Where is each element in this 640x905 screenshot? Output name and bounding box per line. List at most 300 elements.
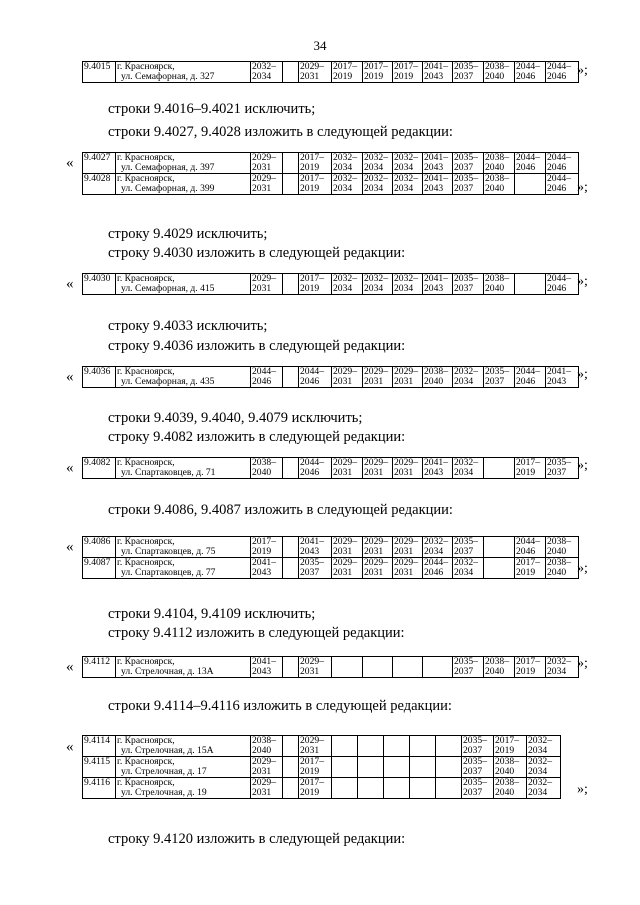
period-start: 2041– [424,273,448,284]
period-cell [410,778,436,799]
period-start: 2038– [485,152,509,163]
period-start: 2029– [394,557,418,568]
address-street: ул. Стрелочная, д. 13А [121,666,214,677]
period-start: 2032– [333,173,357,184]
period-start: 2032– [364,273,388,284]
period-end: 2031 [333,467,353,478]
period-cell [363,367,393,388]
open-quote: « [66,369,74,385]
open-quote: « [66,155,74,171]
period-cell [393,657,423,678]
period-cell [299,757,332,778]
period-end: 2019 [394,71,414,82]
open-quote: « [66,539,74,555]
open-quote: « [66,659,74,675]
period-cell [332,458,363,479]
address-city: г. Красноярск, [117,457,175,468]
period-cell [393,62,423,83]
period-cell [299,458,332,479]
period-end: 2040 [252,745,272,756]
period-cell [515,537,546,558]
period-end: 2037 [454,666,474,677]
address-street: ул. Семафорная, д. 327 [121,71,215,82]
period-cell [393,367,423,388]
period-cell [546,174,579,195]
period-end: 2043 [252,567,272,578]
period-start: 2032– [547,656,571,667]
period-end: 2037 [454,183,474,194]
period-start: 2029– [394,366,418,377]
close-quote: »; [577,656,588,671]
table-row [83,537,579,558]
period-cell [299,736,332,757]
period-start: 2038– [495,777,519,788]
address-street: ул. Стрелочная, д. 15А [121,745,214,756]
period-end: 2040 [547,546,567,557]
table-row [83,778,561,799]
period-start: 2029– [333,366,357,377]
close-quote: »; [577,274,588,289]
address-city: г. Красноярск, [117,557,175,568]
period-cell [484,657,515,678]
period-end: 2031 [252,162,272,173]
period-start: 2032– [364,152,388,163]
period-start: 2044– [516,536,540,547]
address-city: г. Красноярск, [117,366,175,377]
period-cell [251,657,283,678]
period-cell [251,558,283,579]
address-city: г. Красноярск, [117,152,175,163]
row-number: 9.4015 [83,62,116,83]
period-cell [251,757,283,778]
period-end: 2034 [394,283,414,294]
instruction-13: строку 9.4120 изложить в следующей редакции: [108,831,406,847]
period-cell [515,274,546,295]
period-cell [453,657,484,678]
period-cell [484,153,515,174]
period-cell [423,153,453,174]
address-street: ул. Спартаковцев, д. 77 [121,567,216,578]
period-end: 2046 [300,467,320,478]
period-end: 2043 [252,666,272,677]
period-start: 2032– [333,152,357,163]
period-start: 2038– [485,61,509,72]
period-start: 2029– [364,366,388,377]
period-end: 2040 [252,467,272,478]
period-end: 2040 [485,162,505,173]
period-start: 2035– [463,756,487,767]
period-cell [283,537,299,558]
period-start: 2017– [300,173,324,184]
period-cell [462,778,494,799]
period-cell [515,367,546,388]
instruction-10: строки 9.4104, 9.4109 исключить; [108,606,316,622]
period-end: 2031 [394,567,414,578]
instruction-7: строки 9.4039, 9.4040, 9.4079 исключить; [108,410,363,426]
period-end: 2034 [424,546,444,557]
period-end: 2019 [333,71,353,82]
period-cell [363,458,393,479]
address-cell [116,778,251,799]
period-cell [423,62,453,83]
period-start: 2038– [485,173,509,184]
period-start: 2029– [333,457,357,468]
period-end: 2046 [300,376,320,387]
period-start: 2029– [333,536,357,547]
period-end: 2046 [252,376,272,387]
period-start: 2032– [394,273,418,284]
period-end: 2019 [364,71,384,82]
period-cell [299,778,332,799]
period-cell [453,174,484,195]
period-start: 2017– [516,656,540,667]
period-cell [251,736,283,757]
period-end: 2040 [485,666,505,677]
instruction-12: строки 9.4114–9.4116 изложить в следующей редакции: [108,698,452,714]
period-cell [332,736,358,757]
period-end: 2040 [495,787,515,798]
period-end: 2019 [495,745,515,756]
period-end: 2031 [300,666,320,677]
period-cell [393,174,423,195]
period-cell [283,153,299,174]
amendment-table [82,152,579,195]
address-street: ул. Семафорная, д. 415 [121,283,215,294]
address-street: ул. Семафорная, д. 397 [121,162,215,173]
period-cell [299,558,332,579]
row-number: 9.4086 [83,537,116,558]
period-cell [546,62,579,83]
address-city: г. Красноярск, [117,61,175,72]
period-end: 2034 [547,666,567,677]
period-cell [358,736,384,757]
amendment-table [82,61,579,83]
period-cell [494,757,527,778]
period-start: 2017– [495,735,519,746]
period-cell [515,558,546,579]
period-start: 2038– [485,273,509,284]
period-start: 2038– [547,536,571,547]
period-start: 2032– [528,756,552,767]
period-cell [283,458,299,479]
period-start: 2029– [300,61,324,72]
instruction-6: строку 9.4036 изложить в следующей редакции: [108,338,406,354]
period-start: 2035– [463,777,487,788]
page-number: 34 [313,38,327,53]
period-cell [546,558,579,579]
period-start: 2038– [252,457,276,468]
address-cell [116,537,251,558]
row-number: 9.4082 [83,458,116,479]
period-end: 2019 [516,567,536,578]
period-end: 2043 [424,467,444,478]
period-cell [384,778,410,799]
period-end: 2040 [485,183,505,194]
period-cell [384,736,410,757]
instruction-8: строку 9.4082 изложить в следующей редакции: [108,429,406,445]
amendment-table [82,366,579,388]
period-cell [332,153,363,174]
period-cell [332,757,358,778]
amendment-table [82,656,579,678]
period-end: 2031 [252,787,272,798]
period-cell [332,778,358,799]
period-cell [484,558,515,579]
table-row [83,657,579,678]
address-city: г. Красноярск, [117,735,175,746]
period-end: 2043 [424,162,444,173]
period-cell [484,537,515,558]
period-start: 2041– [547,366,571,377]
period-start: 2035– [463,735,487,746]
period-cell [363,174,393,195]
period-cell [515,153,546,174]
period-cell [251,174,283,195]
row-number: 9.4114 [83,736,116,757]
period-end: 2031 [252,766,272,777]
period-end: 2046 [516,162,536,173]
period-start: 2029– [394,457,418,468]
period-start: 2029– [364,536,388,547]
table-row [83,757,561,778]
address-cell [116,757,251,778]
period-start: 2044– [300,457,324,468]
period-start: 2017– [300,756,324,767]
period-end: 2034 [454,567,474,578]
period-start: 2041– [252,656,276,667]
period-start: 2044– [516,61,540,72]
period-end: 2034 [364,183,384,194]
period-start: 2032– [364,173,388,184]
address-cell [116,736,251,757]
period-cell [462,757,494,778]
period-cell [299,537,332,558]
period-cell [332,537,363,558]
period-end: 2037 [463,766,483,777]
period-cell [484,62,515,83]
period-start: 2035– [454,61,478,72]
period-end: 2046 [547,71,567,82]
address-city: г. Красноярск, [117,756,175,767]
period-end: 2019 [300,183,320,194]
period-start: 2032– [528,777,552,788]
table-row [83,153,579,174]
period-start: 2032– [394,173,418,184]
period-cell [363,62,393,83]
instruction-9: строки 9.4086, 9.4087 изложить в следующей редакции: [108,502,453,518]
instruction-3: строку 9.4029 исключить; [108,226,268,242]
period-start: 2017– [333,61,357,72]
period-cell [283,736,299,757]
close-quote: »; [577,458,588,473]
period-cell [363,657,393,678]
period-start: 2029– [252,777,276,788]
address-cell [116,174,251,195]
table-row [83,736,561,757]
period-start: 2044– [547,61,571,72]
period-cell [546,367,579,388]
period-cell [283,62,299,83]
period-start: 2044– [516,152,540,163]
period-start: 2029– [364,557,388,568]
amendment-table [82,735,561,799]
address-cell [116,274,251,295]
period-end: 2031 [364,376,384,387]
period-start: 2032– [252,61,276,72]
period-cell [462,736,494,757]
period-start: 2032– [454,557,478,568]
period-end: 2040 [424,376,444,387]
period-start: 2038– [252,735,276,746]
period-cell [283,558,299,579]
period-cell [453,537,484,558]
row-number: 9.4028 [83,174,116,195]
period-end: 2046 [516,71,536,82]
period-cell [453,367,484,388]
period-end: 2040 [485,283,505,294]
close-quote: »; [577,180,588,195]
period-cell [363,153,393,174]
close-quote: »; [577,561,588,576]
period-start: 2017– [300,777,324,788]
table-row [83,62,579,83]
period-cell [527,778,561,799]
period-end: 2037 [454,283,474,294]
period-cell [423,367,453,388]
period-cell [299,62,332,83]
period-cell [332,657,363,678]
period-cell [546,458,579,479]
period-start: 2032– [424,536,448,547]
close-quote: »; [577,782,588,797]
period-cell [546,537,579,558]
period-start: 2044– [516,366,540,377]
period-cell [332,62,363,83]
close-quote: »; [577,63,588,78]
period-end: 2034 [454,376,474,387]
period-end: 2019 [516,467,536,478]
period-end: 2034 [394,183,414,194]
period-start: 2032– [394,152,418,163]
period-start: 2029– [300,656,324,667]
period-cell [453,558,484,579]
row-number: 9.4030 [83,274,116,295]
period-end: 2034 [528,766,548,777]
period-start: 2029– [333,557,357,568]
amendment-table [82,273,579,295]
period-start: 2032– [333,273,357,284]
period-end: 2043 [424,283,444,294]
period-end: 2034 [364,162,384,173]
instruction-1: строки 9.4016–9.4021 исключить; [108,101,316,117]
period-cell [527,757,561,778]
period-end: 2037 [454,546,474,557]
open-quote: « [66,276,74,292]
period-cell [393,558,423,579]
period-start: 2035– [454,152,478,163]
period-cell [332,558,363,579]
period-end: 2037 [463,745,483,756]
period-end: 2040 [485,71,505,82]
instruction-2: строки 9.4027, 9.4028 изложить в следующей редакции: [108,124,453,140]
amendment-table [82,536,579,579]
period-end: 2037 [300,567,320,578]
table-row [83,458,579,479]
period-start: 2017– [516,557,540,568]
address-street: ул. Стрелочная, д. 17 [121,766,207,777]
period-cell [251,62,283,83]
period-cell [251,153,283,174]
period-start: 2035– [454,273,478,284]
period-end: 2046 [516,546,536,557]
row-number: 9.4087 [83,558,116,579]
period-cell [410,757,436,778]
address-cell [116,657,251,678]
period-end: 2034 [528,787,548,798]
period-cell [546,153,579,174]
period-start: 2035– [485,366,509,377]
period-start: 2044– [252,366,276,377]
period-cell [410,736,436,757]
period-end: 2031 [394,546,414,557]
period-end: 2046 [547,183,567,194]
period-cell [363,558,393,579]
period-end: 2043 [547,376,567,387]
period-cell [283,757,299,778]
period-cell [251,367,283,388]
period-end: 2019 [300,787,320,798]
period-cell [423,458,453,479]
period-start: 2041– [424,152,448,163]
period-cell [436,736,462,757]
period-cell [283,174,299,195]
period-start: 2038– [424,366,448,377]
period-cell [423,657,453,678]
period-cell [453,458,484,479]
period-start: 2029– [364,457,388,468]
period-end: 2031 [252,283,272,294]
period-start: 2032– [454,457,478,468]
address-cell [116,458,251,479]
period-cell [423,558,453,579]
instruction-11: строку 9.4112 изложить в следующей редакции: [108,625,405,641]
period-start: 2029– [394,536,418,547]
instruction-4: строку 9.4030 изложить в следующей редакции: [108,245,406,261]
period-cell [515,174,546,195]
period-start: 2044– [547,273,571,284]
period-start: 2017– [516,457,540,468]
period-end: 2031 [364,567,384,578]
period-end: 2046 [424,567,444,578]
period-cell [527,736,561,757]
period-start: 2035– [454,536,478,547]
open-quote: « [66,739,74,755]
period-cell [423,174,453,195]
period-end: 2031 [394,467,414,478]
close-quote: »; [577,367,588,382]
period-start: 2017– [394,61,418,72]
period-end: 2031 [333,546,353,557]
period-cell [332,274,363,295]
period-end: 2037 [463,787,483,798]
period-cell [484,367,515,388]
period-end: 2034 [252,71,272,82]
period-start: 2041– [252,557,276,568]
table-row [83,367,579,388]
period-cell [251,537,283,558]
period-end: 2034 [333,183,353,194]
period-cell [515,657,546,678]
